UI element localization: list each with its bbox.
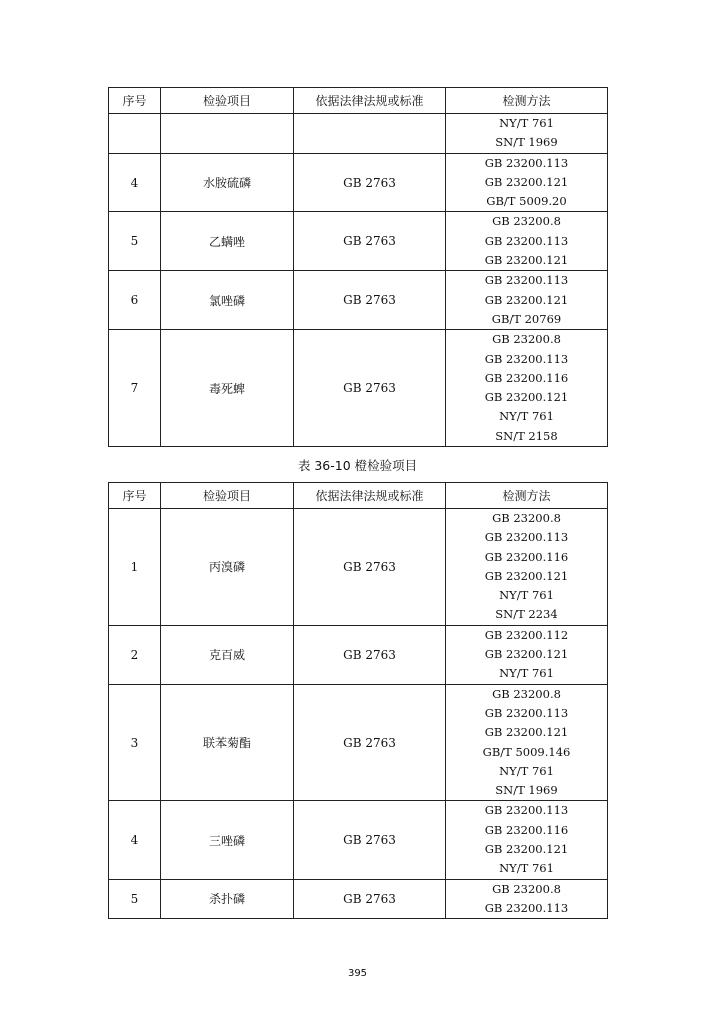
cell-test-methods	[446, 153, 608, 212]
test-method-standard: GB/T 20769	[491, 311, 562, 326]
table-row	[109, 330, 608, 447]
test-method-standard: GB 23200.121	[484, 568, 569, 583]
cell-legal-basis: GB 2763	[294, 801, 446, 879]
page-number: 395	[347, 968, 368, 979]
table-row	[109, 879, 608, 919]
test-method-standard: GB 23200.121	[484, 253, 569, 268]
cell-legal-basis: GB 2763	[294, 625, 446, 684]
test-method-standard: GB 23200.121	[484, 174, 569, 189]
cell-legal-basis	[294, 114, 446, 154]
header-serial-no: 序号	[109, 483, 161, 509]
header-test-method: 检测方法	[446, 483, 608, 509]
header-legal-basis: 依据法律法规或标准	[294, 483, 446, 509]
table-row	[109, 271, 608, 330]
cell-test-methods	[446, 271, 608, 330]
table-row	[109, 801, 608, 879]
test-method-standard: NY/T 761	[499, 588, 554, 603]
cell-legal-basis: GB 2763	[294, 271, 446, 330]
cell-test-methods	[446, 625, 608, 684]
test-method-standard: NY/T 761	[499, 666, 554, 681]
cell-inspection-item	[161, 114, 294, 154]
test-method-standard: GB 23200.113	[484, 705, 569, 720]
cell-serial-no: 3	[109, 684, 161, 801]
test-method-standard: NY/T 761	[499, 861, 554, 876]
header-legal-basis: 依据法律法规或标准	[294, 88, 446, 114]
test-method-standard: NY/T 761	[499, 763, 554, 778]
cell-inspection-item: 三唑磷	[161, 801, 294, 879]
test-method-standard: GB 23200.8	[492, 881, 561, 896]
cell-test-methods	[446, 212, 608, 271]
table-row	[109, 212, 608, 271]
header-serial-no: 序号	[109, 88, 161, 114]
table-row	[109, 114, 608, 154]
cell-legal-basis: GB 2763	[294, 879, 446, 919]
cell-test-methods	[446, 801, 608, 879]
cell-legal-basis: GB 2763	[294, 153, 446, 212]
test-method-standard: GB 23200.121	[484, 725, 569, 740]
cell-test-methods	[446, 684, 608, 801]
cell-inspection-item: 克百威	[161, 625, 294, 684]
cell-inspection-item: 氯唑磷	[161, 271, 294, 330]
header-inspection-item: 检验项目	[161, 483, 294, 509]
test-method-standard: GB 23200.8	[492, 511, 561, 525]
test-method-standard: GB/T 5009.146	[482, 744, 571, 759]
test-method-standard: GB 23200.121	[484, 647, 569, 662]
test-method-standard: GB/T 5009.20	[486, 194, 567, 209]
cell-inspection-item: 水胺硫磷	[161, 153, 294, 212]
table-caption: 表 36-10 橙检验项目	[297, 458, 418, 473]
test-method-standard: GB 23200.8	[492, 214, 561, 229]
cell-inspection-item: 毒死蜱	[161, 330, 294, 447]
test-method-standard: GB 23200.113	[484, 155, 569, 170]
test-method-standard: GB 23200.8	[492, 686, 561, 701]
table-header-row	[109, 483, 608, 509]
cell-serial-no: 2	[109, 625, 161, 684]
test-method-standard: GB 23200.116	[484, 549, 569, 564]
cell-test-methods	[446, 509, 608, 626]
cell-serial-no: 4	[109, 153, 161, 212]
table-header-row	[109, 88, 608, 114]
inspection-table-continued	[108, 87, 608, 447]
cell-inspection-item: 乙螨唑	[161, 212, 294, 271]
cell-test-methods	[446, 330, 608, 447]
test-method-standard: GB 23200.113	[484, 273, 569, 288]
cell-legal-basis: GB 2763	[294, 684, 446, 801]
header-inspection-item: 检验项目	[161, 88, 294, 114]
test-method-standard: GB 23200.113	[484, 900, 569, 915]
header-test-method: 检测方法	[446, 88, 608, 114]
table-row	[109, 153, 608, 212]
cell-inspection-item: 丙溴磷	[161, 509, 294, 626]
test-method-standard: GB 23200.116	[484, 822, 569, 837]
test-method-standard: GB 23200.121	[484, 390, 569, 405]
cell-serial-no: 4	[109, 801, 161, 879]
cell-serial-no: 1	[109, 509, 161, 626]
cell-serial-no	[109, 114, 161, 154]
cell-legal-basis: GB 2763	[294, 212, 446, 271]
cell-inspection-item: 杀扑磷	[161, 879, 294, 919]
test-method-standard: GB 23200.113	[484, 233, 569, 248]
test-method-standard: SN/T 1969	[495, 783, 558, 798]
table-row	[109, 625, 608, 684]
table-row	[109, 509, 608, 626]
test-method-standard: GB 23200.121	[484, 292, 569, 307]
test-method-standard: GB 23200.113	[484, 351, 569, 366]
test-method-standard: GB 23200.113	[484, 803, 569, 818]
test-method-standard: SN/T 1969	[495, 135, 558, 150]
test-method-standard: NY/T 761	[499, 116, 554, 130]
cell-legal-basis: GB 2763	[294, 330, 446, 447]
cell-test-methods	[446, 879, 608, 919]
test-method-standard: GB 23200.112	[484, 627, 569, 642]
test-method-standard: GB 23200.8	[492, 332, 561, 347]
test-method-standard: NY/T 761	[499, 409, 554, 424]
test-method-standard: SN/T 2234	[495, 607, 558, 622]
cell-legal-basis: GB 2763	[294, 509, 446, 626]
test-method-standard: SN/T 2158	[495, 428, 558, 443]
cell-serial-no: 6	[109, 271, 161, 330]
cell-inspection-item: 联苯菊酯	[161, 684, 294, 801]
test-method-standard: GB 23200.121	[484, 842, 569, 857]
cell-test-methods	[446, 114, 608, 154]
cell-serial-no: 5	[109, 879, 161, 919]
table-row	[109, 684, 608, 801]
cell-serial-no: 7	[109, 330, 161, 447]
test-method-standard: GB 23200.113	[484, 530, 569, 545]
test-method-standard: GB 23200.116	[484, 370, 569, 385]
orange-inspection-table	[108, 482, 608, 919]
cell-serial-no: 5	[109, 212, 161, 271]
